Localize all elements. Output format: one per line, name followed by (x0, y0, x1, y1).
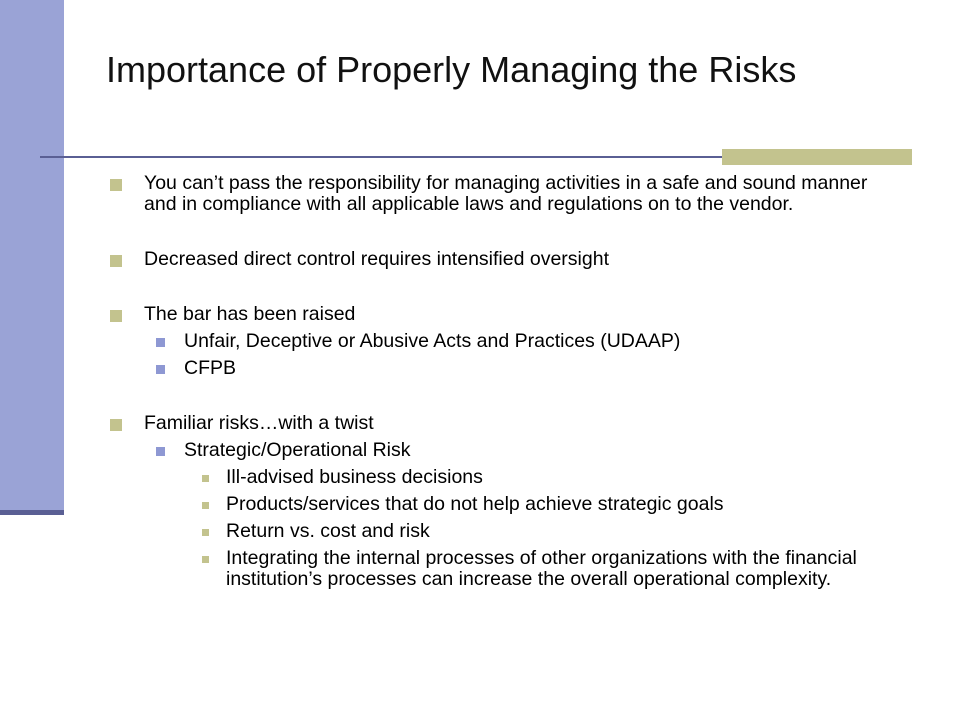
left-accent-bar-shadow (0, 510, 64, 515)
bullet-text: Familiar risks…with a twist (144, 412, 374, 434)
square-bullet-icon (202, 475, 209, 482)
bullet-text: You can’t pass the responsibility for managing activities in a safe and sound manner and in compliance with all applicable laws and regulations on to the vendor. (144, 172, 868, 215)
sub-sub-bullet-item (106, 494, 896, 515)
square-bullet-icon (202, 556, 209, 563)
left-accent-bar (0, 0, 64, 512)
sub-sub-bullet-text: Return vs. cost and risk (226, 520, 430, 542)
sub-bullet-text: Strategic/Operational Risk (184, 439, 411, 461)
bullet-list (106, 173, 896, 596)
square-bullet-icon (202, 502, 209, 509)
sub-bullet-item (106, 358, 896, 379)
sub-sub-bullet-item (106, 548, 896, 590)
bullet-text: Decreased direct control requires intensified oversight (144, 248, 609, 270)
slide-title: Importance of Properly Managing the Risks (106, 49, 797, 90)
sub-bullet-item (106, 440, 896, 461)
bullet-text: The bar has been raised (144, 303, 356, 325)
square-bullet-icon (110, 419, 122, 431)
title-divider-accent (722, 149, 912, 165)
sub-sub-bullet-item (106, 521, 896, 542)
bullet-item (106, 413, 896, 434)
sub-bullet-text: CFPB (184, 357, 237, 379)
sub-sub-bullet-item (106, 467, 896, 488)
square-bullet-icon (156, 447, 165, 456)
sub-bullet-text: Unfair, Deceptive or Abusive Acts and Practices (UDAAP) (184, 330, 681, 352)
square-bullet-icon (110, 179, 122, 191)
bullet-item (106, 173, 896, 215)
bullet-item (106, 304, 896, 325)
square-bullet-icon (110, 310, 122, 322)
square-bullet-icon (156, 365, 165, 374)
sub-sub-bullet-text: Integrating the internal processes of other organizations with the financial institution’s processes can increase the overall operational complexity. (226, 547, 857, 590)
bullet-item (106, 249, 896, 270)
sub-bullet-item (106, 331, 896, 352)
sub-sub-bullet-text: Products/services that do not help achieve strategic goals (226, 493, 724, 515)
sub-sub-bullet-text: Ill-advised business decisions (226, 466, 483, 488)
square-bullet-icon (110, 255, 122, 267)
square-bullet-icon (202, 529, 209, 536)
square-bullet-icon (156, 338, 165, 347)
